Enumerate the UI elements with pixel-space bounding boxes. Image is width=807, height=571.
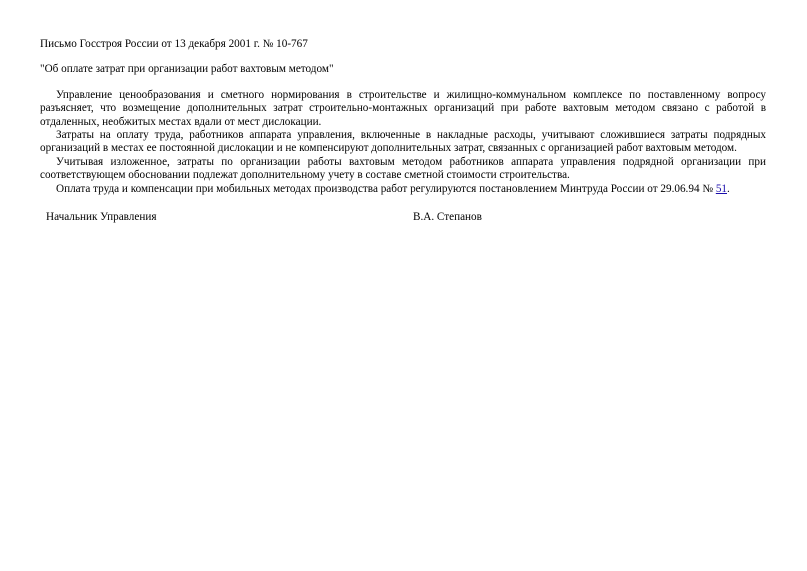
decree-link[interactable]: 51 — [715, 182, 727, 195]
document-page — [40, 36, 766, 196]
signatory-position: Начальник Управления — [46, 211, 157, 223]
document-subject: "Об оплате затрат при организации работ вахтовым методом" — [40, 63, 334, 76]
signatory-name: В.А. Степанов — [413, 211, 482, 223]
paragraph-4-text: Оплата труда и компенсации при мобильных методах производства работ регулируются постановлением Минтруда России от 29.06.94 № — [56, 182, 716, 195]
document-body — [40, 89, 766, 196]
paragraph-2: Затраты на оплату труда, работников аппарата управления, включенные в накладные расходы, учитывают сложившиеся затраты подрядных организаций в местах ее постоянной дислокации и не компенсируют дополнительных затрат, связанных с организацией работ вахтовым методом. — [40, 129, 766, 155]
paragraph-3: Учитывая изложенное, затраты по организации работы вахтовым методом работников аппарата управления подрядной организации при соответствующем обосновании подлежат дополнительному учету в составе сметной стоимости строительства. — [40, 155, 766, 182]
paragraph-4-end: . — [727, 182, 730, 195]
paragraph-1: Управление ценообразования и сметного нормирования в строительстве и жилищно-коммунальном комплексе по поставленному вопросу разъясняет, что возмещение дополнительных затрат строительно-монтажных организаций при работе вахтовым методом связано с работой в отдаленных, необжитых местах вдали от мест дислокации. — [40, 88, 766, 128]
paragraph-4 — [40, 183, 766, 196]
signature-block — [46, 211, 766, 225]
document-title: Письмо Госстроя России от 13 декабря 2001 г. № 10-767 — [40, 38, 308, 50]
